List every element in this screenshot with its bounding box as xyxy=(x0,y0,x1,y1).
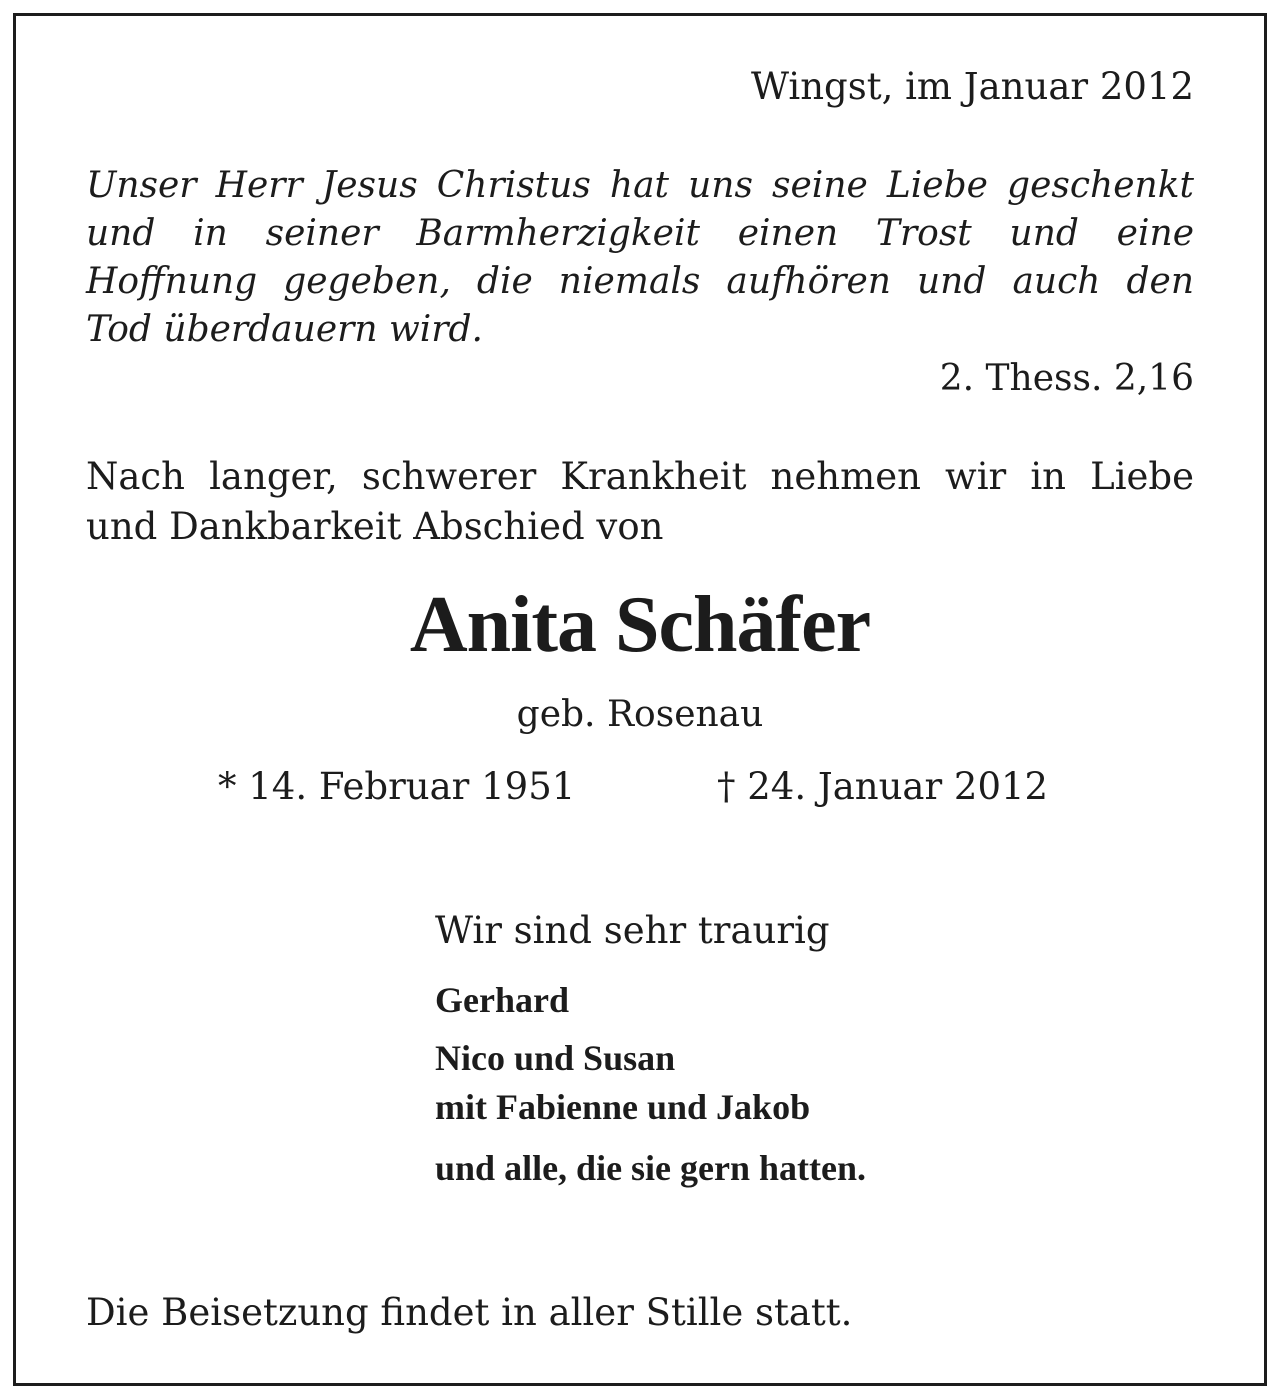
death-date: † 24. Januar 2012 xyxy=(717,765,1049,808)
verse-line: und in seiner Barmherzigkeit einen Trost und eine xyxy=(86,213,1194,254)
birth-date: * 14. Februar 1951 xyxy=(218,765,576,808)
verse-line: Unser Herr Jesus Christus hat uns seine Liebe geschenkt xyxy=(86,165,1194,206)
funeral-note: Die Beisetzung findet in aller Stille statt. xyxy=(86,1291,853,1334)
deceased-name: Anita Schäfer xyxy=(409,581,871,669)
place-date: Wingst, im Januar 2012 xyxy=(750,65,1194,108)
verse-line: Tod überdauern wird. xyxy=(86,309,483,350)
verse-line: Hoffnung gegeben, die niemals aufhören und auch den xyxy=(86,261,1194,302)
family-member: und alle, die sie gern hatten. xyxy=(435,1148,867,1188)
family-member: Gerhard xyxy=(435,980,569,1020)
bible-verse xyxy=(86,162,1194,354)
verse-reference: 2. Thess. 2,16 xyxy=(939,358,1194,399)
mourning-statement: Wir sind sehr traurig xyxy=(435,909,830,952)
family-member: mit Fabienne und Jakob xyxy=(435,1087,811,1127)
intro-line: Nach langer, schwerer Krankheit nehmen wir in Liebe xyxy=(86,455,1194,498)
intro-text xyxy=(86,452,1194,552)
family-member: Nico und Susan xyxy=(435,1038,676,1078)
birth-name: geb. Rosenau xyxy=(516,694,764,735)
intro-line: und Dankbarkeit Abschied von xyxy=(86,505,664,548)
